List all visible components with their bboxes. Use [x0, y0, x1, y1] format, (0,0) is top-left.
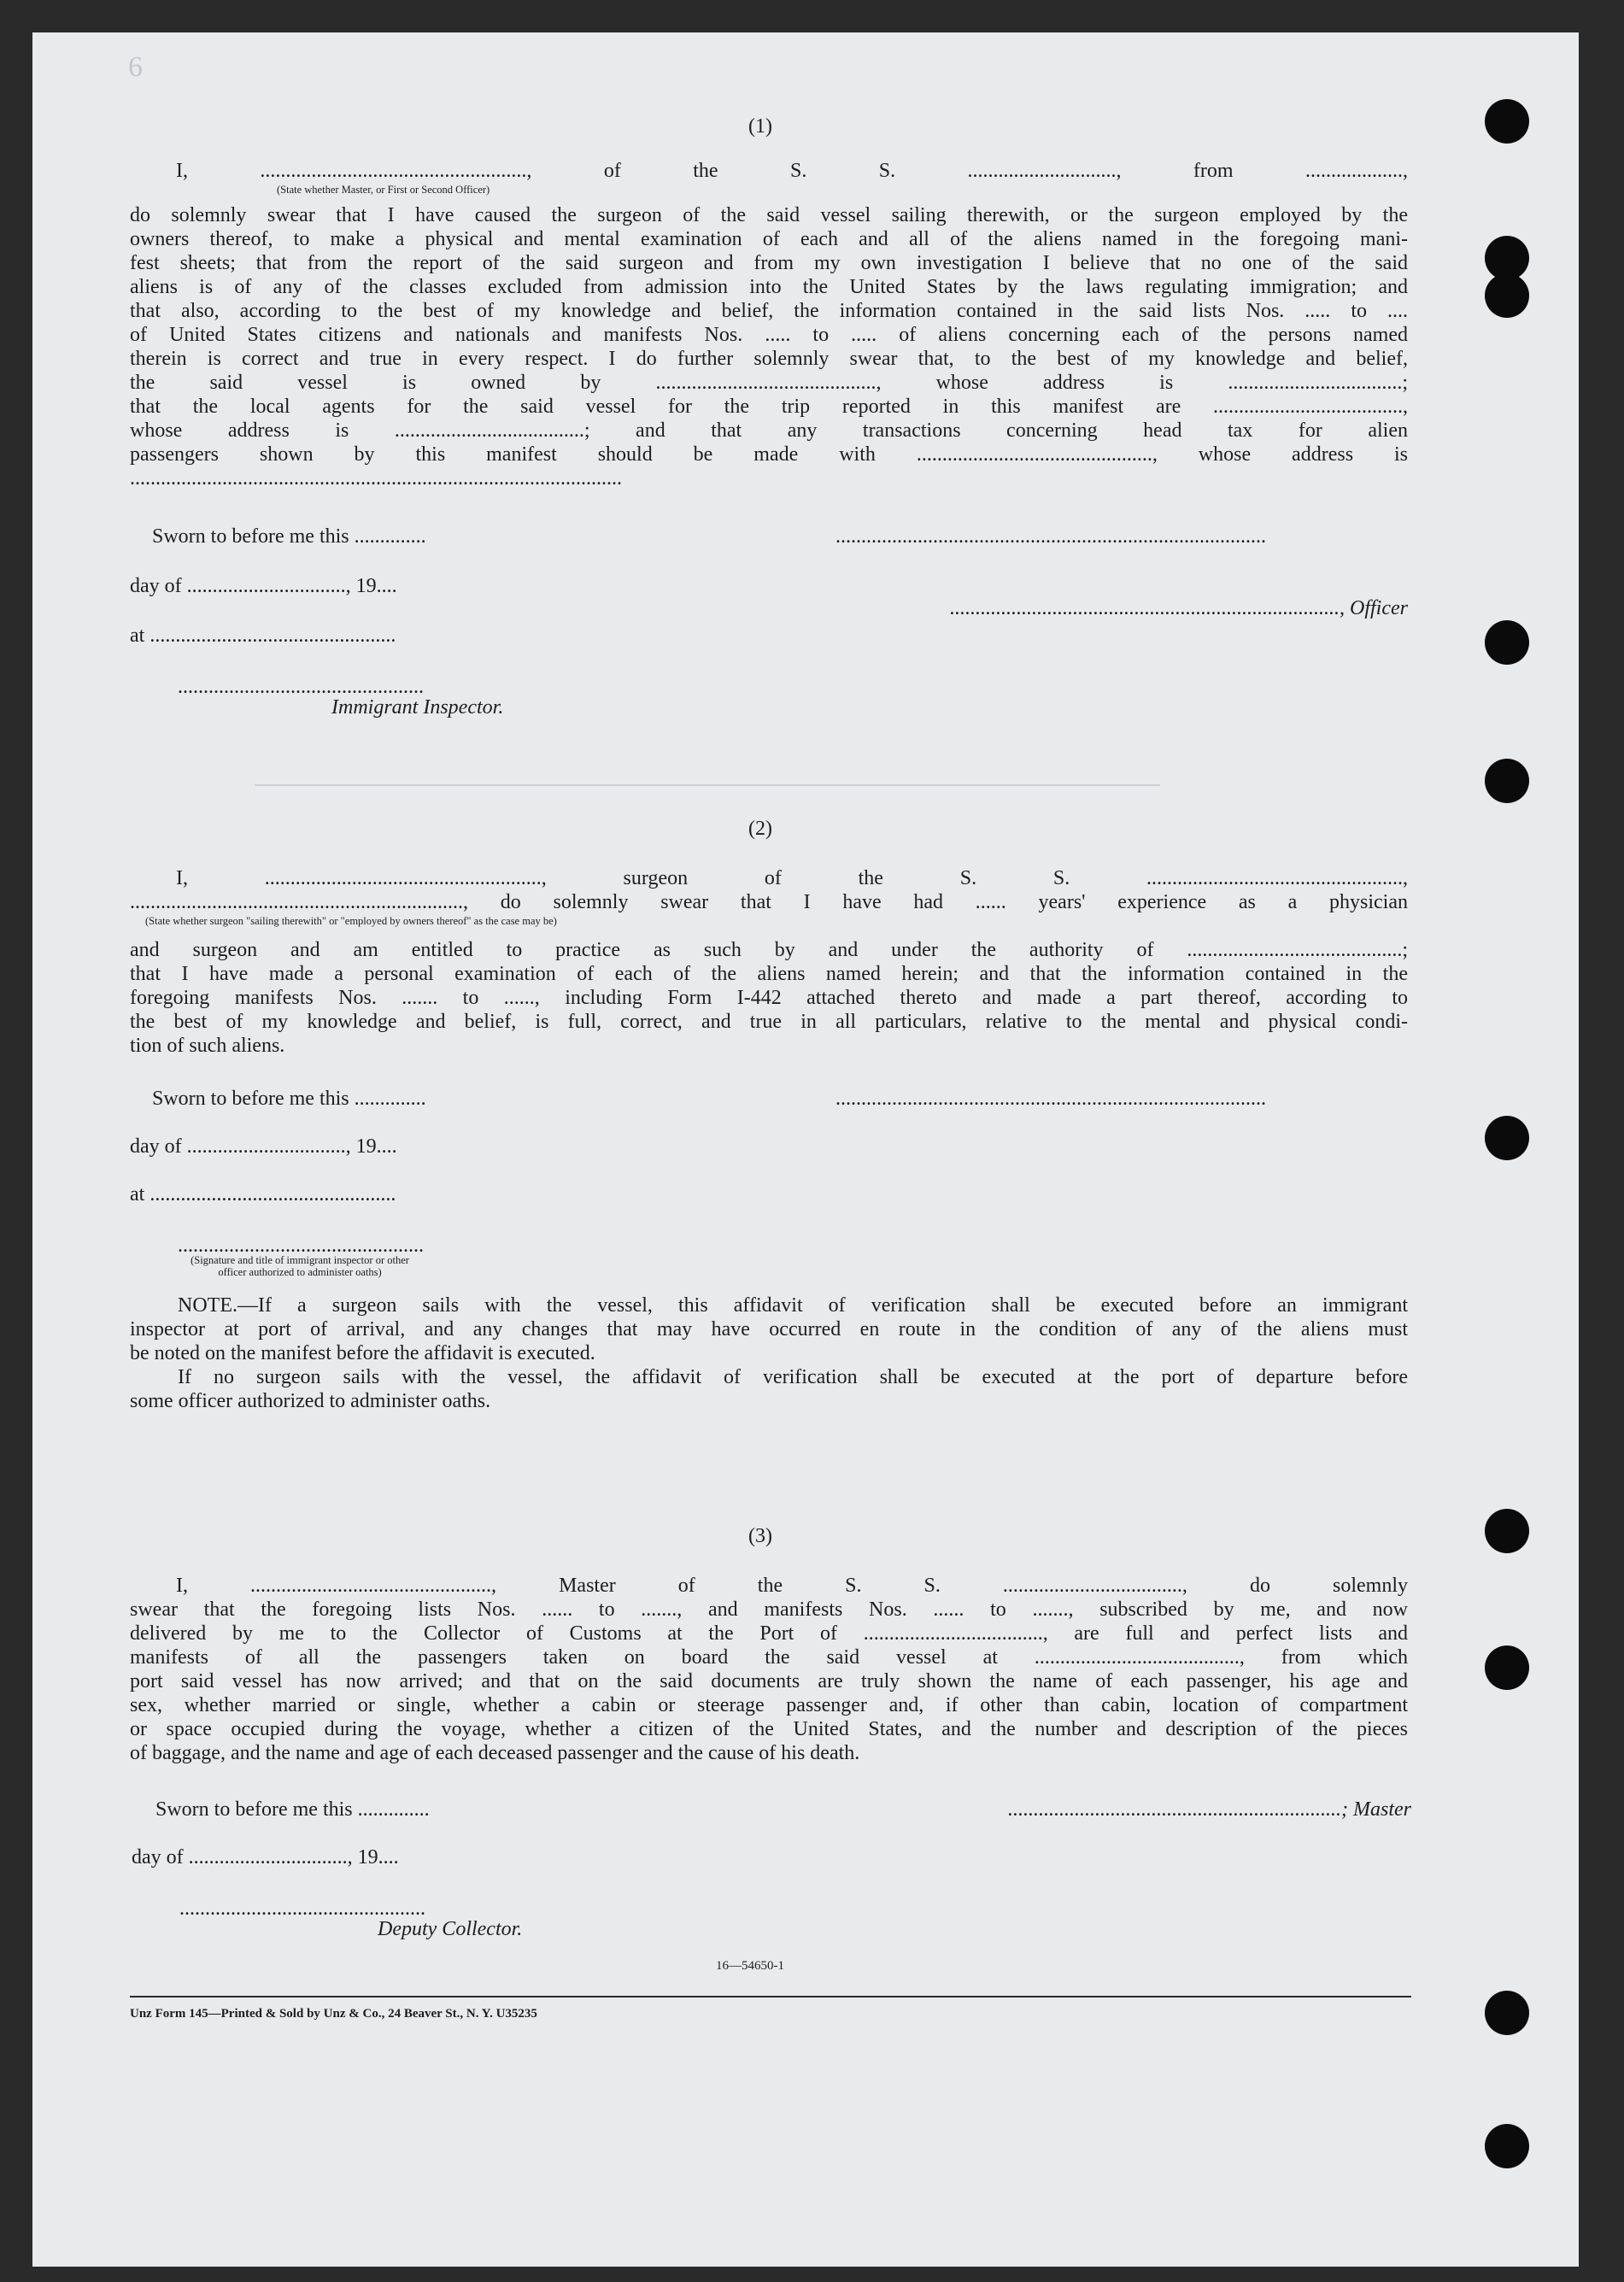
punch-hole — [1485, 620, 1529, 665]
footer-rule — [130, 1996, 1411, 1997]
section-3-sworn-line: Sworn to before me this .............. — [155, 1798, 430, 1821]
section-2-inspector-dots: ................................................ — [178, 1235, 424, 1257]
punch-hole — [1485, 1991, 1529, 2035]
section-1-officer-note: (State whether Master, or First or Second Officer) — [277, 184, 490, 196]
section-2-signature-note: (Signature and title of immigrant inspector or other officer authorized to administer oaths) — [191, 1254, 409, 1278]
section-1-day-line: day of ..............................., 19.... — [130, 575, 397, 597]
section-2-sworn-line: Sworn to before me this .............. — [152, 1088, 426, 1110]
section-3-number: (3) — [748, 1525, 772, 1547]
punch-hole — [1485, 1646, 1529, 1690]
punch-hole — [1485, 1509, 1529, 1553]
section-1-opening-line: I, ...................................................., of the S. S. ............................., from ..................., — [176, 160, 1408, 182]
document-page: 6 (1) I, ...................................................., of the S. S. ............................., from ..................., (State whether Master, or First or Second Officer) do solemnly swear that I have caused the surgeon of the said vessel sailing therewith, or the surgeon employed by the owners thereof, to make a physical and mental examination of each and all of the aliens named in the foregoing mani- fest sheets; that from the report of the said surgeon and from my own investigation I believe that no one of the said aliens is of any of the classes excluded from admission into the United States by the laws regulating immigration; and that also, according to the best of my knowledge and belief, the information contained in the said lists Nos. ..... to .... of United States citizens and nationals and manifests Nos. ..... to ..... of aliens concerning each of the persons named therein is correct and true in every respect. I do further solemnly swear that, to the best of my knowledge and belief, the said vessel is owned by ..........................................., whose address is ..................................; that the local agents for the said vessel for the trip reported in this manifest are ....................................., whose address is .....................................; and that any transactions concerning head tax for alien passengers shown by this manifest should be made with .............................................., whose address is ................................................................................................ Sworn to before me this .............. .................................................................................... day of ..............................., 19.... ............................................................................, Officer at ................................................ ................................................ Immigrant Inspector. (2) I, ......................................................, surgeon of the S. S. .................................................., ................................................................., do solemnly swear that I have had ...... years' experience as a physician (State whether surgeon "sailing therewith" or "employed by owners thereof" as the case may be) and surgeon and am entitled to practice as such by and under the authority of ..........................................; that I have made a personal examination of each of the aliens named herein; and that the information contained in the foregoing manifests Nos. ....... to ......, including Form I-442 attached thereto and made a part thereof, according to the best of my knowledge and belief, is full, correct, and true in all particulars, relative to the mental and physical condi- tion of such aliens. Sworn to before me this .............. .................................................................................... day of ..............................., 19.... at ................................................ ................................................ (Signature and title of immigrant inspector or other officer authorized to administer oaths) NOTE.—If a surgeon sails with the vessel, this affidavit of verification shall be executed before an immigrant inspector at port of arrival, and any changes that may have occurred en route in the condition of any of the aliens must be noted on the manifest before the affidavit is executed. If no surgeon sails with the vessel, the affidavit of verification shall be executed at the port of departure before some officer authorized to administer oaths. (3) I, ..............................................., Master of the S. S. ..................................., do solemnly swear that the foregoing lists Nos. ...... to ......., and manifests Nos. ...... to ......., subscribed by me, and now delivered by me to the Collector of Customs at the Port of ..................................., are full and perfect lists and manifests of all the passengers taken on board the said vessel at ........................................, from which port said vessel has now arrived; and that on the said documents are truly shown the name of each passenger, his age and sex, whether married or single, whether a cabin or steerage passenger and, if other than cabin, location of compartment or space occupied during the voyage, whether a citizen of the United States, and the number and description of the pieces of baggage, and the name and age of each deceased passenger and the cause of his death. Sworn to before me this .............. .................................................................; Master day of ..............................., 19.... ................................................ Deputy Collector. 16—54650-1 Unz Form 145—Printed & Sold by Unz & Co., 24 Beaver St., N. Y. U35235 — [32, 32, 1579, 2267]
form-code: 16—54650-1 — [716, 1959, 784, 1973]
section-1-inspector-title: Immigrant Inspector. — [331, 696, 504, 719]
section-1-sworn-line: Sworn to before me this .............. — [152, 525, 426, 548]
page-number: 6 — [128, 51, 143, 83]
section-2-day-line: day of ..............................., 19.... — [130, 1135, 397, 1158]
section-1-signature-line: .................................................................................... — [835, 525, 1266, 548]
section-2-signature-line: .................................................................................... — [835, 1088, 1266, 1110]
punch-hole — [1485, 273, 1529, 318]
section-2-surgeon-note: (State whether surgeon "sailing therewith" or "employed by owners thereof" as the case may be) — [145, 915, 557, 927]
section-3-day-line: day of ..............................., 19.... — [132, 1846, 399, 1868]
section-2-number: (2) — [748, 818, 772, 840]
section-1-number: (1) — [748, 115, 772, 138]
punch-hole — [1485, 759, 1529, 803]
section-3-master-signature: .................................................................; Master — [1008, 1798, 1411, 1821]
section-3-collector-dots: ................................................ — [179, 1898, 425, 1920]
section-1-at-line: at ................................................ — [130, 625, 396, 647]
section-2-opening-line: I, ......................................................, surgeon of the S. S. .................................................., — [176, 867, 1408, 889]
punch-hole — [1485, 2124, 1529, 2168]
section-3-collector-title: Deputy Collector. — [378, 1918, 523, 1940]
punch-hole — [1485, 1116, 1529, 1160]
footer-imprint: Unz Form 145—Printed & Sold by Unz & Co., 24 Beaver St., N. Y. U35235 — [130, 2007, 537, 2021]
section-2-experience-line: ................................................................., do solemnly swear that I have had ...... years' experience as a physician — [130, 891, 1408, 913]
section-1-inspector-dots: ................................................ — [178, 676, 424, 698]
section-2-at-line: at ................................................ — [130, 1183, 396, 1206]
section-1-officer-signature: ............................................................................, Officer — [950, 597, 1408, 619]
punch-hole — [1485, 99, 1529, 144]
section-1-dotted-line: ................................................................................................ — [130, 467, 622, 490]
